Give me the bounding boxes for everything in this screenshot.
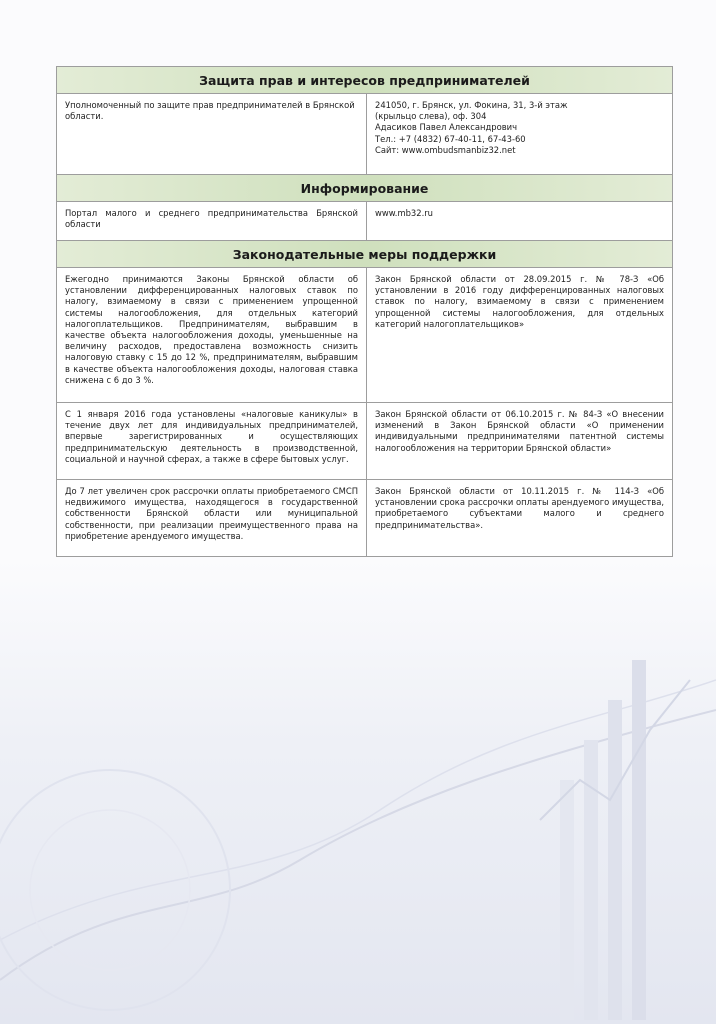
portal-description: Портал малого и среднего предпринимательства Брянской области bbox=[57, 202, 367, 241]
table-row bbox=[57, 403, 673, 480]
section-header-row bbox=[57, 67, 673, 94]
portal-link[interactable]: www.mb32.ru bbox=[367, 202, 673, 241]
ombudsman-address-line-1: 241050, г. Брянск, ул. Фокина, 31, 3-й этаж bbox=[375, 100, 568, 110]
info-table-container bbox=[56, 66, 672, 557]
table-row bbox=[57, 202, 673, 241]
table-row bbox=[57, 268, 673, 403]
measure-installment: До 7 лет увеличен срок рассрочки оплаты приобретаемого СМСП недвижимого имущества, находящегося в государственной собственности Брянской области или муниципальной собственности, при реализации преимущественного права на приобретение арендуемого имущества. bbox=[57, 480, 367, 557]
table-row bbox=[57, 94, 673, 175]
decorative-background bbox=[0, 560, 716, 1024]
section-header-row bbox=[57, 241, 673, 268]
background-graphics bbox=[0, 560, 716, 1024]
ombudsman-address-line-2: (крыльцо слева), оф. 304 bbox=[375, 111, 487, 122]
measure-tax-rates: Ежегодно принимаются Законы Брянской области об установлении дифференцированных налоговых ставок по налогу, взимаемому в связи с применением упрощенной системы налогообложения, для отдельных категорий налогоплательщиков. Предпринимателям, выбравшим в качестве объекта налогообложения доходы, уменьшенные на величину расходов, предоставлена возможность снизить налоговую ставку с 15 до 12 %, предпринимателям, выбравшим в качестве объекта налогообложения доходы, налоговая ставка снижена с 6 до 3 %. bbox=[57, 268, 367, 403]
table-row bbox=[57, 480, 673, 557]
ombudsman-description bbox=[57, 94, 367, 175]
section-title-rights: Защита прав и интересов предпринимателей bbox=[57, 67, 673, 94]
ombudsman-name: Адасиков Павел Александрович bbox=[375, 122, 518, 133]
ombudsman-text: Уполномоченный по защите прав предпринимателей в Брянской области. bbox=[65, 100, 355, 122]
info-table bbox=[56, 66, 673, 557]
section-header-row bbox=[57, 175, 673, 202]
ombudsman-phone: Тел.: +7 (4832) 67-40-11, 67-43-60 bbox=[375, 133, 526, 144]
law-114-z: Закон Брянской области от 10.11.2015 г. № 114-З «Об установлении срока рассрочки оплаты арендуемого имущества, приобретаемого субъектами малого и среднего предпринимательства». bbox=[367, 480, 673, 557]
ombudsman-website[interactable]: Сайт: www.ombudsmanbiz32.net bbox=[375, 144, 516, 155]
section-title-informing: Информирование bbox=[57, 175, 673, 202]
ombudsman-contacts bbox=[367, 94, 673, 175]
measure-tax-holidays: С 1 января 2016 года установлены «налоговые каникулы» в течение двух лет для индивидуальных предпринимателей, впервые зарегистрированных и осуществляющих предпринимательскую деятельность в производственной, социальной и научной сферах, а также в сфере бытовых услуг. bbox=[57, 403, 367, 480]
law-78-z: Закон Брянской области от 28.09.2015 г. № 78-З «Об установлении в 2016 году дифференцированных налоговых ставок по налогу, взимаемому в связи с применением упрощенной системы налогообложения, для отдельных категорий налогоплательщиков» bbox=[367, 268, 673, 403]
section-title-legislation: Законодательные меры поддержки bbox=[57, 241, 673, 268]
law-84-z: Закон Брянской области от 06.10.2015 г. № 84-З «О внесении изменений в Закон Брянской области «О применении индивидуальными предпринимателями патентной системы налогообложения на территории Брянской области» bbox=[367, 403, 673, 480]
